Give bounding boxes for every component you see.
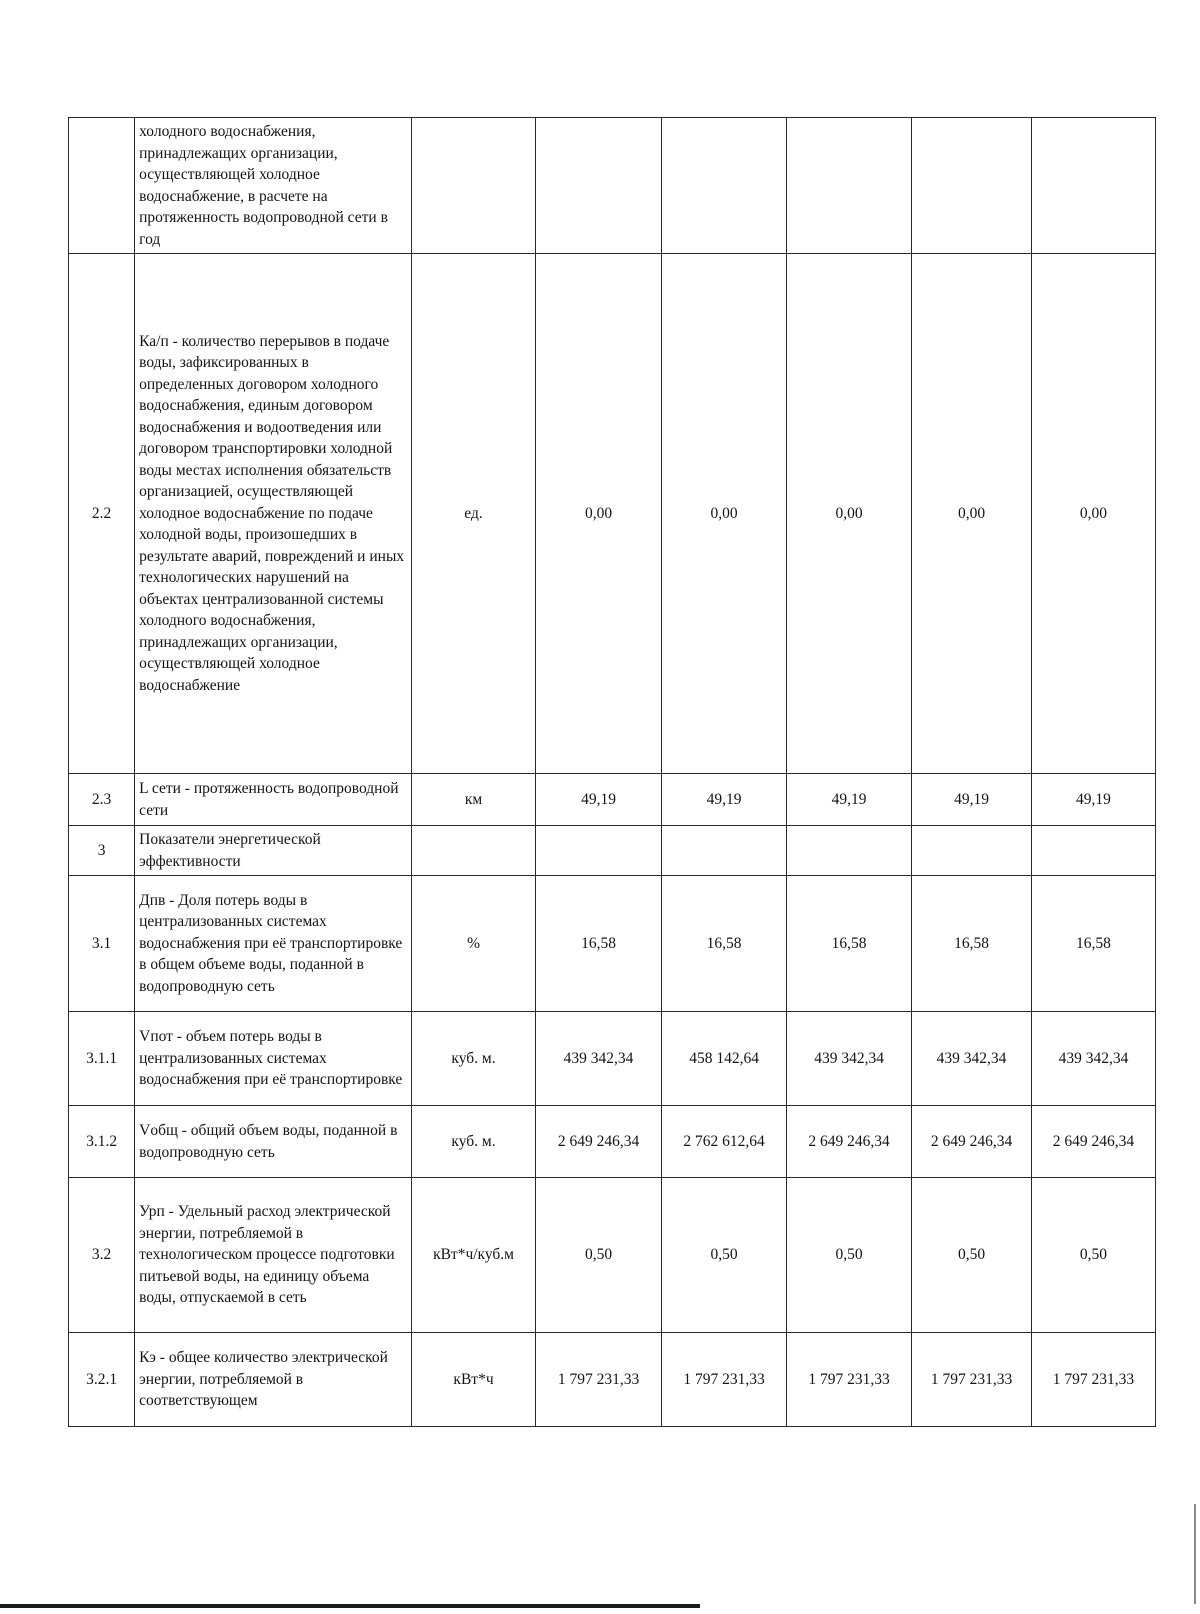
- row-number: 3: [69, 826, 135, 876]
- value-cell: 439 342,34: [536, 1012, 662, 1106]
- value-cell: 1 797 231,33: [1031, 1333, 1155, 1427]
- value-cell: [1031, 118, 1155, 254]
- unit-cell: ед.: [412, 254, 536, 774]
- unit-cell: кВт*ч/куб.м: [412, 1178, 536, 1333]
- row-number: 2.3: [69, 774, 135, 826]
- value-cell: 2 762 612,64: [662, 1106, 787, 1178]
- value-cell: 2 649 246,34: [912, 1106, 1032, 1178]
- table-row: [69, 826, 1156, 876]
- unit-cell: [412, 118, 536, 254]
- table-row: [69, 876, 1156, 1012]
- row-number: 3.1.2: [69, 1106, 135, 1178]
- indicator-description: Дпв - Доля потерь воды в централизованных системах водоснабжения при её транспортировке в общем объеме воды, поданной в водопроводную сеть: [135, 876, 412, 1012]
- indicator-description: Vобщ - общий объем воды, поданной в водопроводную сеть: [135, 1106, 412, 1178]
- value-cell: 0,50: [787, 1178, 912, 1333]
- value-cell: [536, 826, 662, 876]
- value-cell: 439 342,34: [912, 1012, 1032, 1106]
- value-cell: 1 797 231,33: [662, 1333, 787, 1427]
- value-cell: 16,58: [536, 876, 662, 1012]
- value-cell: 0,00: [912, 254, 1032, 774]
- value-cell: 16,58: [1031, 876, 1155, 1012]
- value-cell: 49,19: [787, 774, 912, 826]
- value-cell: 16,58: [662, 876, 787, 1012]
- unit-cell: куб. м.: [412, 1012, 536, 1106]
- unit-cell: кВт*ч: [412, 1333, 536, 1427]
- value-cell: 2 649 246,34: [1031, 1106, 1155, 1178]
- value-cell: 0,50: [662, 1178, 787, 1333]
- indicator-description: Кэ - общее количество электрической энергии, потребляемой в соответствующем: [135, 1333, 412, 1427]
- table-row: [69, 118, 1156, 254]
- indicator-description: Урп - Удельный расход электрической энергии, потребляемой в технологическом процессе подготовки питьевой воды, на единицу объема воды, отпускаемой в сеть: [135, 1178, 412, 1333]
- scan-bottom-edge: [0, 1604, 700, 1608]
- scan-right-edge: [1194, 1504, 1196, 1604]
- value-cell: [1031, 826, 1155, 876]
- value-cell: 49,19: [1031, 774, 1155, 826]
- indicators-table: [68, 117, 1156, 1427]
- value-cell: 439 342,34: [1031, 1012, 1155, 1106]
- table-row: [69, 774, 1156, 826]
- table-row: [69, 1106, 1156, 1178]
- value-cell: 49,19: [662, 774, 787, 826]
- indicator-description: L сети - протяженность водопроводной сети: [135, 774, 412, 826]
- value-cell: 16,58: [787, 876, 912, 1012]
- indicator-description: Показатели энергетической эффективности: [135, 826, 412, 876]
- value-cell: 0,50: [536, 1178, 662, 1333]
- unit-cell: [412, 826, 536, 876]
- row-number: 2.2: [69, 254, 135, 774]
- value-cell: [787, 826, 912, 876]
- row-number: 3.1.1: [69, 1012, 135, 1106]
- value-cell: 16,58: [912, 876, 1032, 1012]
- row-number: 3.2.1: [69, 1333, 135, 1427]
- value-cell: 0,00: [1031, 254, 1155, 774]
- value-cell: 49,19: [912, 774, 1032, 826]
- value-cell: [912, 826, 1032, 876]
- unit-cell: куб. м.: [412, 1106, 536, 1178]
- table-row: [69, 1012, 1156, 1106]
- unit-cell: %: [412, 876, 536, 1012]
- table-row: [69, 254, 1156, 774]
- indicator-description: Ка/п - количество перерывов в подаче воды, зафиксированных в определенных договором холодного водоснабжения, единым договором водоснабжения и водоотведения или договором транспортировки холодной воды местах исполнения обязательств организацией, осуществляющей холодное водоснабжение по подаче холодной воды, произошедших в результате аварий, повреждений и иных технологических нарушений на объектах централизованной системы холодного водоснабжения, принадлежащих организации, осуществляющей холодное водоснабжение: [135, 254, 412, 774]
- table-row: [69, 1333, 1156, 1427]
- value-cell: [787, 118, 912, 254]
- value-cell: [662, 826, 787, 876]
- value-cell: 0,00: [662, 254, 787, 774]
- value-cell: 1 797 231,33: [536, 1333, 662, 1427]
- value-cell: 2 649 246,34: [787, 1106, 912, 1178]
- value-cell: 2 649 246,34: [536, 1106, 662, 1178]
- value-cell: 1 797 231,33: [912, 1333, 1032, 1427]
- row-number: 3.2: [69, 1178, 135, 1333]
- table-body: [69, 118, 1156, 1427]
- value-cell: 49,19: [536, 774, 662, 826]
- value-cell: 458 142,64: [662, 1012, 787, 1106]
- value-cell: 439 342,34: [787, 1012, 912, 1106]
- value-cell: 0,50: [912, 1178, 1032, 1333]
- row-number: 3.1: [69, 876, 135, 1012]
- value-cell: 0,50: [1031, 1178, 1155, 1333]
- row-number: [69, 118, 135, 254]
- indicator-description: Vпот - объем потерь воды в централизованных системах водоснабжения при её транспортировке: [135, 1012, 412, 1106]
- value-cell: [662, 118, 787, 254]
- value-cell: 0,00: [536, 254, 662, 774]
- table-row: [69, 1178, 1156, 1333]
- unit-cell: км: [412, 774, 536, 826]
- value-cell: [912, 118, 1032, 254]
- value-cell: 1 797 231,33: [787, 1333, 912, 1427]
- indicator-description: холодного водоснабжения, принадлежащих организации, осуществляющей холодное водоснабжение, в расчете на протяженность водопроводной сети в год: [135, 118, 412, 254]
- value-cell: 0,00: [787, 254, 912, 774]
- value-cell: [536, 118, 662, 254]
